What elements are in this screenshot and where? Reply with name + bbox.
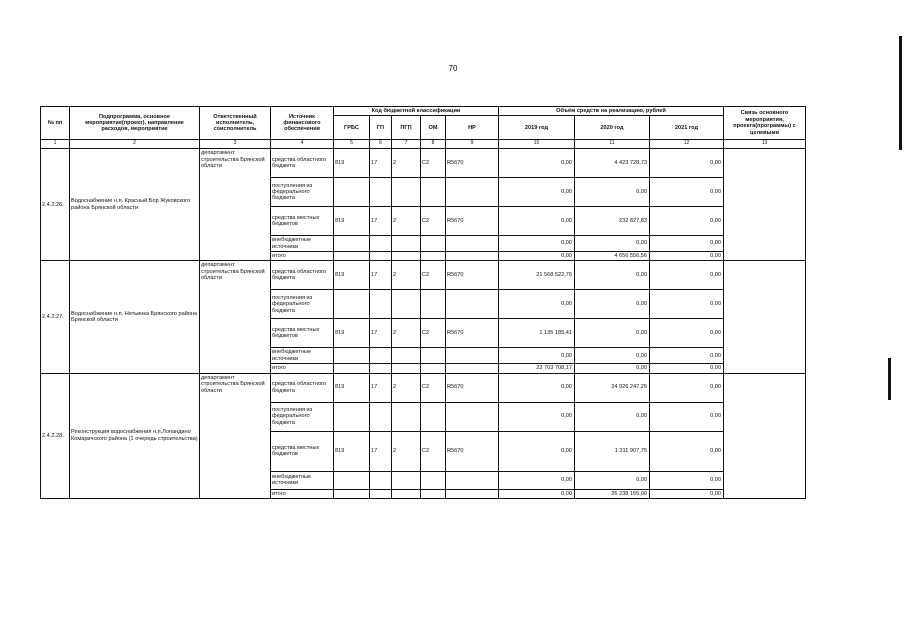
value-2020: 4 423 728,73 xyxy=(575,149,650,178)
pgp-cell xyxy=(392,178,421,207)
source-cell: поступления из федерального бюджета xyxy=(271,402,334,431)
value-2019: 0,00 xyxy=(499,431,575,471)
total-2020: 0,00 xyxy=(575,364,650,373)
section-title: Водоснабжение н.п. Красный Бор Жуковского района Брянской области xyxy=(70,149,200,261)
header-2020: 2020 год xyxy=(575,116,650,140)
pgp-cell xyxy=(392,348,421,364)
grbs-cell: 819 xyxy=(334,319,370,348)
value-2021: 0,00 xyxy=(650,290,724,319)
om-cell xyxy=(421,252,446,261)
nr-cell xyxy=(446,236,499,252)
value-2021: 0,00 xyxy=(650,207,724,236)
header-2019: 2019 год xyxy=(499,116,575,140)
value-2019: 0,00 xyxy=(499,149,575,178)
gp-cell: 17 xyxy=(370,207,392,236)
value-2020: 0,00 xyxy=(575,261,650,290)
nr-cell: R5670 xyxy=(446,431,499,471)
grbs-cell xyxy=(334,252,370,261)
column-number-row xyxy=(41,140,806,149)
scan-edge-mark-middle xyxy=(888,358,891,400)
grbs-cell xyxy=(334,178,370,207)
header-2021: 2021 год xyxy=(650,116,724,140)
source-cell: средства областного бюджета xyxy=(271,149,334,178)
value-2021: 0,00 xyxy=(650,236,724,252)
pgp-cell: 2 xyxy=(392,431,421,471)
value-2019: 0,00 xyxy=(499,348,575,364)
gp-cell xyxy=(370,364,392,373)
total-2019: 0,00 xyxy=(499,252,575,261)
nr-cell: R5670 xyxy=(446,149,499,178)
header-subprogram: Подпрограмма, основное мероприятие(проект), направление расходов, мероприятие xyxy=(70,107,200,140)
value-2021: 0,00 xyxy=(650,402,724,431)
value-2019: 0,00 xyxy=(499,207,575,236)
nr-cell xyxy=(446,348,499,364)
source-cell: внебюджетные источники xyxy=(271,236,334,252)
link-cell xyxy=(724,373,806,498)
pgp-cell: 2 xyxy=(392,207,421,236)
source-cell: итого xyxy=(271,364,334,373)
table-row xyxy=(41,373,806,402)
source-cell: средства местных бюджетов xyxy=(271,319,334,348)
value-2021: 0,00 xyxy=(650,178,724,207)
grbs-cell xyxy=(334,364,370,373)
pgp-cell xyxy=(392,489,421,498)
value-2019: 0,00 xyxy=(499,402,575,431)
value-2021: 0,00 xyxy=(650,261,724,290)
nr-cell xyxy=(446,252,499,261)
link-cell xyxy=(724,261,806,373)
om-cell: C2 xyxy=(421,207,446,236)
header-no: № пп xyxy=(41,107,70,140)
grbs-cell: 819 xyxy=(334,373,370,402)
value-2021: 0,00 xyxy=(650,149,724,178)
om-cell: C2 xyxy=(421,149,446,178)
column-number: 3 xyxy=(200,140,271,149)
value-2020: 0,00 xyxy=(575,319,650,348)
om-cell xyxy=(421,364,446,373)
grbs-cell: 819 xyxy=(334,207,370,236)
pgp-cell xyxy=(392,252,421,261)
value-2021: 0,00 xyxy=(650,431,724,471)
source-cell: поступления из федерального бюджета xyxy=(271,290,334,319)
column-number: 11 xyxy=(575,140,650,149)
column-number: 13 xyxy=(724,140,806,149)
value-2021: 0,00 xyxy=(650,319,724,348)
nr-cell xyxy=(446,402,499,431)
table-row xyxy=(41,261,806,290)
source-cell: средства местных бюджетов xyxy=(271,431,334,471)
grbs-cell xyxy=(334,471,370,489)
source-cell: средства местных бюджетов xyxy=(271,207,334,236)
nr-cell: R5670 xyxy=(446,207,499,236)
om-cell xyxy=(421,402,446,431)
value-2019: 0,00 xyxy=(499,373,575,402)
gp-cell xyxy=(370,236,392,252)
gp-cell xyxy=(370,471,392,489)
om-cell xyxy=(421,290,446,319)
header-volume: Объём средств на реализацию, рублей xyxy=(499,107,724,116)
om-cell: C2 xyxy=(421,261,446,290)
header-grbs: ГРБС xyxy=(334,116,370,140)
nr-cell xyxy=(446,471,499,489)
grbs-cell: 819 xyxy=(334,149,370,178)
value-2019: 21 568 522,76 xyxy=(499,261,575,290)
column-number: 2 xyxy=(70,140,200,149)
gp-cell xyxy=(370,348,392,364)
gp-cell xyxy=(370,290,392,319)
table-row xyxy=(41,149,806,178)
column-number: 1 xyxy=(41,140,70,149)
pgp-cell xyxy=(392,364,421,373)
header-executor: Ответственный исполнитель, соисполнитель xyxy=(200,107,271,140)
column-number: 12 xyxy=(650,140,724,149)
value-2020: 24 926 247,25 xyxy=(575,373,650,402)
pgp-cell: 2 xyxy=(392,261,421,290)
total-2019: 22 703 708,17 xyxy=(499,364,575,373)
om-cell xyxy=(421,236,446,252)
value-2021: 0,00 xyxy=(650,373,724,402)
nr-cell xyxy=(446,290,499,319)
gp-cell: 17 xyxy=(370,261,392,290)
column-number: 9 xyxy=(446,140,499,149)
grbs-cell xyxy=(334,402,370,431)
source-cell: итого xyxy=(271,489,334,498)
value-2021: 0,00 xyxy=(650,348,724,364)
value-2020: 0,00 xyxy=(575,402,650,431)
column-number: 5 xyxy=(334,140,370,149)
header-budget-code: Код бюджетной классификации xyxy=(334,107,499,116)
value-2019: 0,00 xyxy=(499,471,575,489)
column-number: 10 xyxy=(499,140,575,149)
total-2020: 4 656 556,56 xyxy=(575,252,650,261)
om-cell xyxy=(421,471,446,489)
column-number: 8 xyxy=(421,140,446,149)
grbs-cell xyxy=(334,489,370,498)
column-number: 6 xyxy=(370,140,392,149)
gp-cell: 17 xyxy=(370,149,392,178)
nr-cell xyxy=(446,364,499,373)
gp-cell xyxy=(370,252,392,261)
value-2019: 0,00 xyxy=(499,236,575,252)
link-cell xyxy=(724,149,806,261)
section-number: 2.4.2.26. xyxy=(41,149,70,261)
total-2021: 0,00 xyxy=(650,489,724,498)
header-om: ОМ xyxy=(421,116,446,140)
pgp-cell xyxy=(392,236,421,252)
header-gp: ГП xyxy=(370,116,392,140)
om-cell xyxy=(421,348,446,364)
budget-table xyxy=(40,106,806,499)
om-cell xyxy=(421,489,446,498)
value-2020: 0,00 xyxy=(575,290,650,319)
section-2-4-2-28 xyxy=(41,373,806,498)
value-2020: 0,00 xyxy=(575,236,650,252)
value-2019: 1 135 185,41 xyxy=(499,319,575,348)
value-2019: 0,00 xyxy=(499,290,575,319)
pgp-cell: 2 xyxy=(392,319,421,348)
value-2020: 232 827,83 xyxy=(575,207,650,236)
header-source: Источник финансового обеспечения xyxy=(271,107,334,140)
source-cell: внебюджетные источники xyxy=(271,348,334,364)
source-cell: поступления из федерального бюджета xyxy=(271,178,334,207)
nr-cell: R5670 xyxy=(446,319,499,348)
gp-cell xyxy=(370,402,392,431)
value-2020: 0,00 xyxy=(575,178,650,207)
pgp-cell xyxy=(392,290,421,319)
section-executor: департамент строительства Брянской области xyxy=(200,261,271,373)
grbs-cell: 819 xyxy=(334,261,370,290)
section-number: 2.4.2.28. xyxy=(41,373,70,498)
page-number: 70 xyxy=(448,64,458,73)
pgp-cell xyxy=(392,402,421,431)
section-2-4-2-27 xyxy=(41,261,806,373)
total-2019: 0,00 xyxy=(499,489,575,498)
om-cell: C2 xyxy=(421,373,446,402)
source-cell: итого xyxy=(271,252,334,261)
pgp-cell xyxy=(392,471,421,489)
section-executor: департамент строительства Брянской области xyxy=(200,149,271,261)
section-number: 2.4.2.27. xyxy=(41,261,70,373)
grbs-cell xyxy=(334,348,370,364)
source-cell: средства областного бюджета xyxy=(271,261,334,290)
header-link: Связь основного мероприятия, проекта(программы) с целевыми xyxy=(724,107,806,140)
column-number: 7 xyxy=(392,140,421,149)
section-executor: департамент строительства Брянской области xyxy=(200,373,271,498)
scan-edge-mark-top xyxy=(899,36,902,150)
value-2020: 1 311 907,75 xyxy=(575,431,650,471)
om-cell xyxy=(421,178,446,207)
om-cell: C2 xyxy=(421,431,446,471)
source-cell: внебюджетные источники xyxy=(271,471,334,489)
total-2020: 26 238 155,00 xyxy=(575,489,650,498)
section-title: Реконструкция водоснабжения н.п.Лопандино Комаричского района (1 очередь строительства) xyxy=(70,373,200,498)
total-2021: 0,00 xyxy=(650,252,724,261)
gp-cell: 17 xyxy=(370,373,392,402)
section-title: Водоснабжение н.п. Нетьинка Брянского района Брянской области xyxy=(70,261,200,373)
gp-cell xyxy=(370,178,392,207)
grbs-cell xyxy=(334,290,370,319)
source-cell: средства областного бюджета xyxy=(271,373,334,402)
value-2020: 0,00 xyxy=(575,471,650,489)
header-pgp: ПГП xyxy=(392,116,421,140)
nr-cell: R5670 xyxy=(446,261,499,290)
pgp-cell: 2 xyxy=(392,373,421,402)
header-nr: НР xyxy=(446,116,499,140)
section-2-4-2-26 xyxy=(41,149,806,261)
grbs-cell xyxy=(334,236,370,252)
gp-cell: 17 xyxy=(370,319,392,348)
gp-cell xyxy=(370,489,392,498)
value-2020: 0,00 xyxy=(575,348,650,364)
nr-cell: R5670 xyxy=(446,373,499,402)
nr-cell xyxy=(446,178,499,207)
column-number: 4 xyxy=(271,140,334,149)
total-2021: 0,00 xyxy=(650,364,724,373)
nr-cell xyxy=(446,489,499,498)
value-2019: 0,00 xyxy=(499,178,575,207)
pgp-cell: 2 xyxy=(392,149,421,178)
gp-cell: 17 xyxy=(370,431,392,471)
value-2021: 0,00 xyxy=(650,471,724,489)
grbs-cell: 819 xyxy=(334,431,370,471)
om-cell: C2 xyxy=(421,319,446,348)
